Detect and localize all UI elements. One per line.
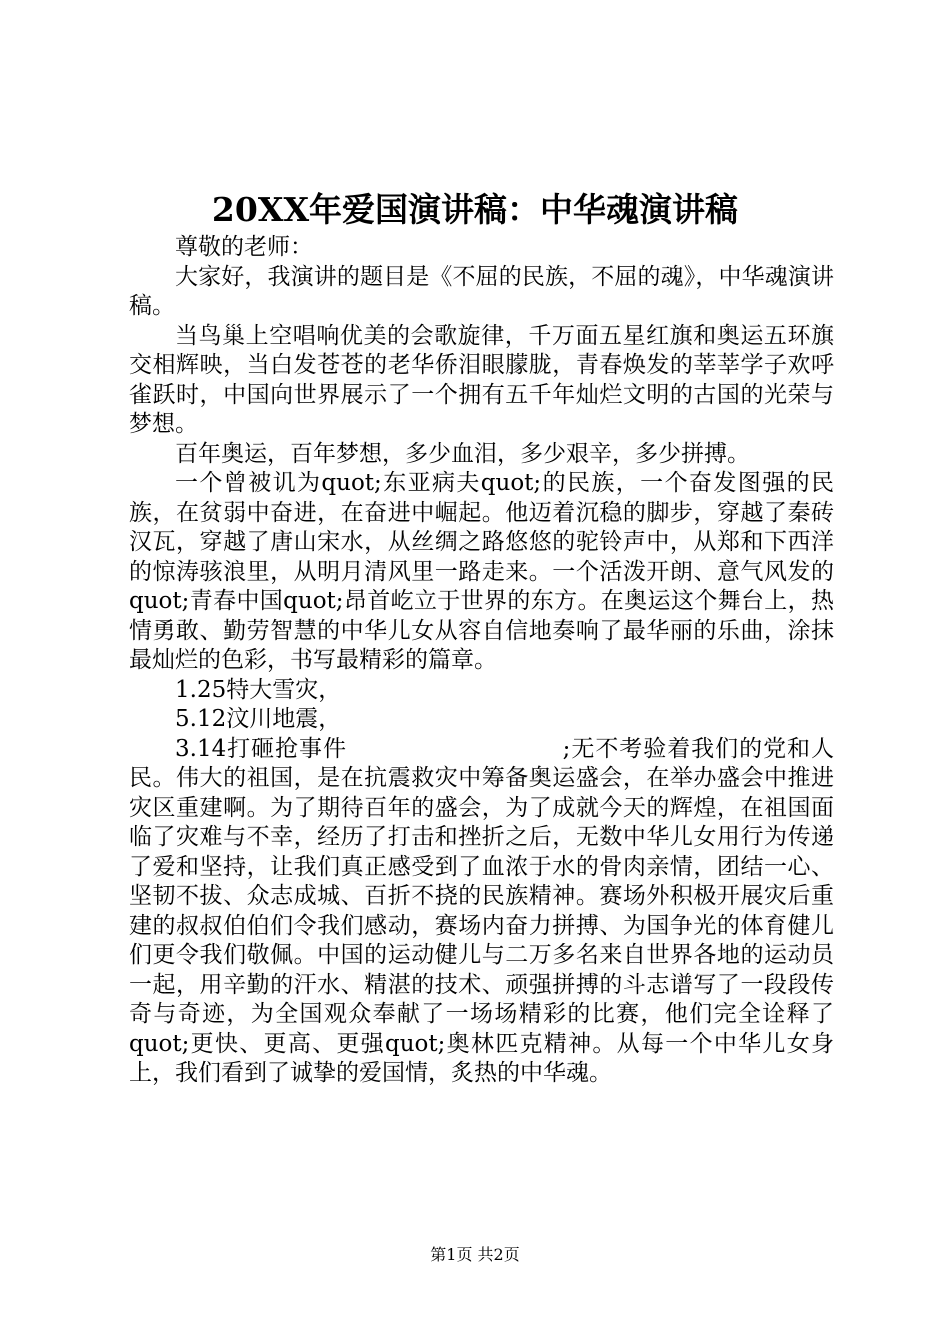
paragraph-birds-nest: 当鸟巢上空唱响优美的会歌旋律，千万面五星红旗和奥运五环旗交相辉映，当白发苍苍的老华侨泪眼朦胧，青春焕发的莘莘学子欢呼雀跃时，中国向世界展示了一个拥有五千年灿烂文明的古国的光荣与梦想。 bbox=[129, 322, 834, 437]
paragraph-nation-rising: 一个曾被讥为quot;东亚病夫quot;的民族，一个奋发图强的民族，在贫弱中奋进，在奋进中崛起。他迈着沉稳的脚步，穿越了秦砖汉瓦，穿越了唐山宋水，从丝绸之路悠悠的驼铃声中，从郑和下西洋的惊涛骇浪里，从明月清风里一路走来。一个活泼开朗、意气风发的quot;青春中国quot;昂首屹立于世界的东方。在奥运这个舞台上，热情勇敢、勤劳智慧的中华儿女从容自信地奏响了最华丽的乐曲，涂抹最灿烂的色彩，书写最精彩的篇章。 bbox=[129, 470, 834, 673]
paragraph-snow-disaster: 1.25特大雪灾， bbox=[175, 676, 342, 703]
paragraph-spirit: 3.14打砸抢事件 ;无不考验着我们的党和人民。伟大的祖国，是在抗震救灾中筹备奥运盛会，在举办盛会中推进灾区重建啊。为了期待百年的盛会，为了成就今天的辉煌，在祖国面临了灾难与不幸，经历了打击和挫折之后，无数中华儿女用行为传递了爱和坚持，让我们真正感受到了血浓于水的骨肉亲情，团结一心、坚韧不拔、众志成城、百折不挠的民族精神。赛场外积极开展灾后重建的叔叔伯伯们令我们感动，赛场内奋力拼搏、为国争光的体育健儿们更令我们敬佩。中国的运动健儿与二万多名来自世界各地的运动员一起，用辛勤的汗水、精湛的技术、顽强拼搏的斗志谱写了一段段传奇与奇迹，为全国观众奉献了一场场精彩的比赛，他们完全诠释了quot;更快、更高、更强quot;奥林匹克精神。从每一个中华儿女身上，我们看到了诚挚的爱国情，炙热的中华魂。 bbox=[129, 735, 834, 1086]
page-number: 第1页 共2页 bbox=[430, 1245, 520, 1264]
document-title: 20XX年爱国演讲稿：中华魂演讲稿 bbox=[211, 190, 739, 229]
paragraph-salutation: 尊敬的老师： bbox=[175, 234, 313, 260]
paragraph-century-olympics: 百年奥运，百年梦想，多少血泪，多少艰辛，多少拼搏。 bbox=[175, 440, 750, 467]
paragraph-earthquake: 5.12汶川地震， bbox=[175, 706, 342, 732]
document-body bbox=[129, 233, 834, 1089]
paragraph-intro: 大家好，我演讲的题目是《不屈的民族，不屈的魂》，中华魂演讲稿。 bbox=[129, 263, 834, 319]
